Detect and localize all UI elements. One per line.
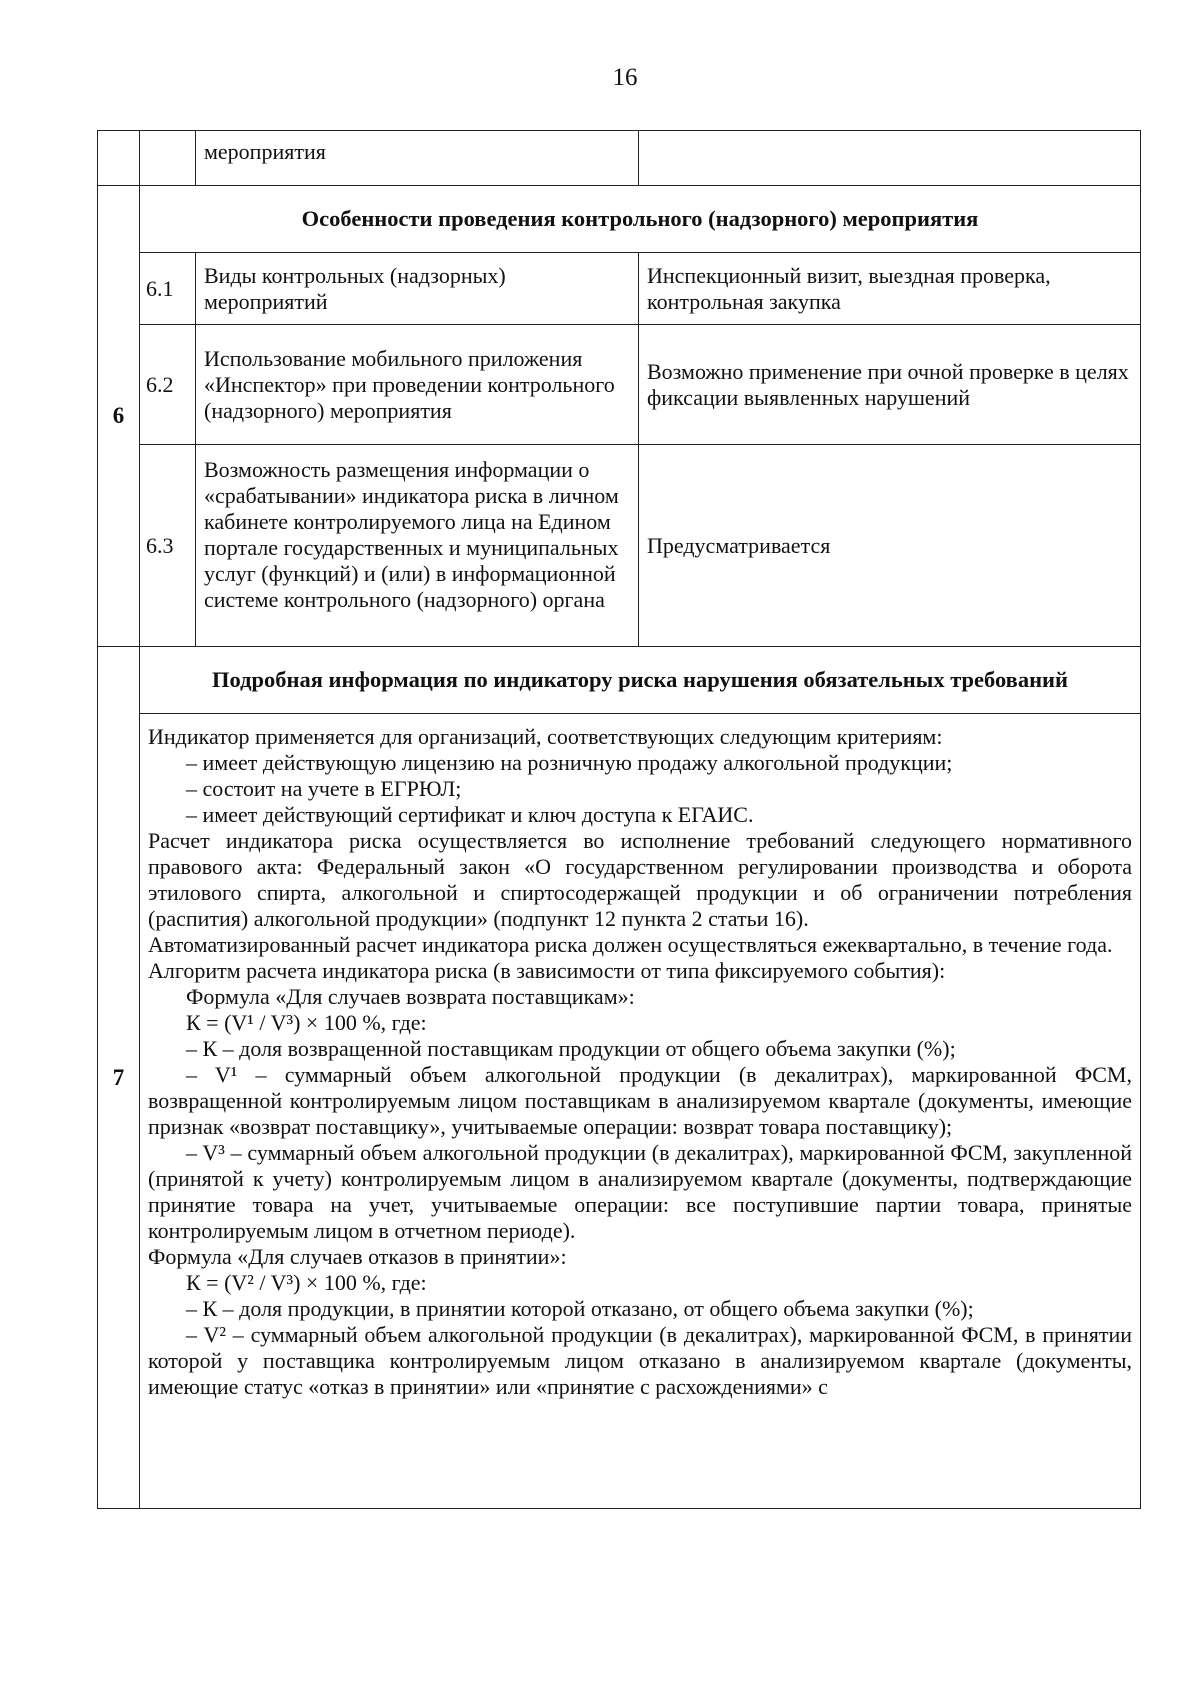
section-body: [140, 714, 1141, 1509]
row-label: мероприятия: [196, 131, 639, 186]
row-label: Виды контрольных (надзорных) мероприятий: [196, 253, 639, 325]
table-row: [98, 325, 1141, 445]
formula-item: – К – доля возвращенной поставщикам продукции от общего объема закупки (%);: [186, 1036, 956, 1061]
formula: К = (V² / V³) × 100 %, где:: [186, 1270, 427, 1295]
sub-number: 6.1: [140, 253, 196, 325]
section-7-body-row: [98, 714, 1141, 1509]
sub-number: 6.2: [140, 325, 196, 445]
criterion-item: – имеет действующую лицензию на розничную продажу алкогольной продукции;: [186, 750, 953, 775]
intro-text: Индикатор применяется для организаций, соответствующих следующим критериям:: [148, 724, 943, 749]
row-value: [639, 131, 1141, 186]
formula: К = (V¹ / V³) × 100 %, где:: [186, 1010, 427, 1035]
table-row-continuation: [98, 131, 1141, 186]
regulation-table: [97, 130, 1141, 1509]
section-6-heading-row: [98, 186, 1141, 253]
frequency-text: Автоматизированный расчет индикатора риска должен осуществляться ежеквартально, в течение года.: [148, 932, 1113, 957]
sub-number: 6.3: [140, 445, 196, 647]
row-label: Возможность размещения информации о «срабатывании» индикатора риска в личном кабинете контролируемого лица на Едином портале государственных и муниципальных услуг (функций) и (или) в информационной системе контрольного (надзорного) органа: [196, 445, 639, 647]
criterion-item: – имеет действующий сертификат и ключ доступа к ЕГАИС.: [186, 802, 754, 827]
section-number: 7: [98, 647, 140, 1509]
formula-item: – V² – суммарный объем алкогольной продукции (в декалитрах), маркированной ФСМ, в принятии которой у поставщика контролируемым лицом отказано в анализируемом квартале (документы, имеющие статус «отказ в принятии» или «принятие с расхождениями» с: [148, 1322, 1132, 1399]
section-heading: Подробная информация по индикатору риска нарушения обязательных требований: [140, 647, 1141, 714]
criterion-item: – состоит на учете в ЕГРЮЛ;: [186, 776, 462, 801]
sub-number-cell: [140, 131, 196, 186]
section-number-cell: [98, 131, 140, 186]
row-label: Использование мобильного приложения «Инспектор» при проведении контрольного (надзорного) мероприятия: [196, 325, 639, 445]
algorithm-text: Алгоритм расчета индикатора риска (в зависимости от типа фиксируемого события):: [148, 958, 946, 983]
table-row: [98, 253, 1141, 325]
formula-item: – V¹ – суммарный объем алкогольной продукции (в декалитрах), маркированной ФСМ, возвращенной контролируемым лицом поставщикам в анализируемом квартале (документы, имеющие признак «возврат поставщику», учитываемые операции: возврат товара поставщику);: [148, 1062, 1132, 1139]
section-heading: Особенности проведения контрольного (надзорного) мероприятия: [140, 186, 1141, 253]
section-number: 6: [98, 186, 140, 647]
legal-basis-text: Расчет индикатора риска осуществляется во исполнение требований следующего нормативного правового акта: Федеральный закон «О государственном регулировании производства и оборота этилового спирта, алкогольной и спиртосодержащей продукции и об ограничении потребления (распития) алкогольной продукции» (подпункт 12 пункта 2 статьи 16).: [148, 828, 1132, 931]
formula-title: Формула «Для случаев возврата поставщикам»:: [186, 984, 635, 1009]
page-number: 16: [612, 64, 638, 91]
row-value: Возможно применение при очной проверке в целях фиксации выявленных нарушений: [639, 325, 1141, 445]
formula-title: Формула «Для случаев отказов в принятии»:: [148, 1244, 567, 1269]
row-value: Предусматривается: [639, 445, 1141, 647]
formula-item: – К – доля продукции, в принятии которой отказано, от общего объема закупки (%);: [186, 1296, 974, 1321]
formula-item: – V³ – суммарный объем алкогольной продукции (в декалитрах), маркированной ФСМ, закупленной (принятой к учету) контролируемым лицом в анализируемом квартале (документы, подтверждающие принятие товара на учет, учитываемые операции: все поступившие партии товара, принятые контролируемым лицом в отчетном периоде).: [148, 1140, 1132, 1243]
row-value: Инспекционный визит, выездная проверка, контрольная закупка: [639, 253, 1141, 325]
section-7-heading-row: [98, 647, 1141, 714]
table-row: [98, 445, 1141, 647]
